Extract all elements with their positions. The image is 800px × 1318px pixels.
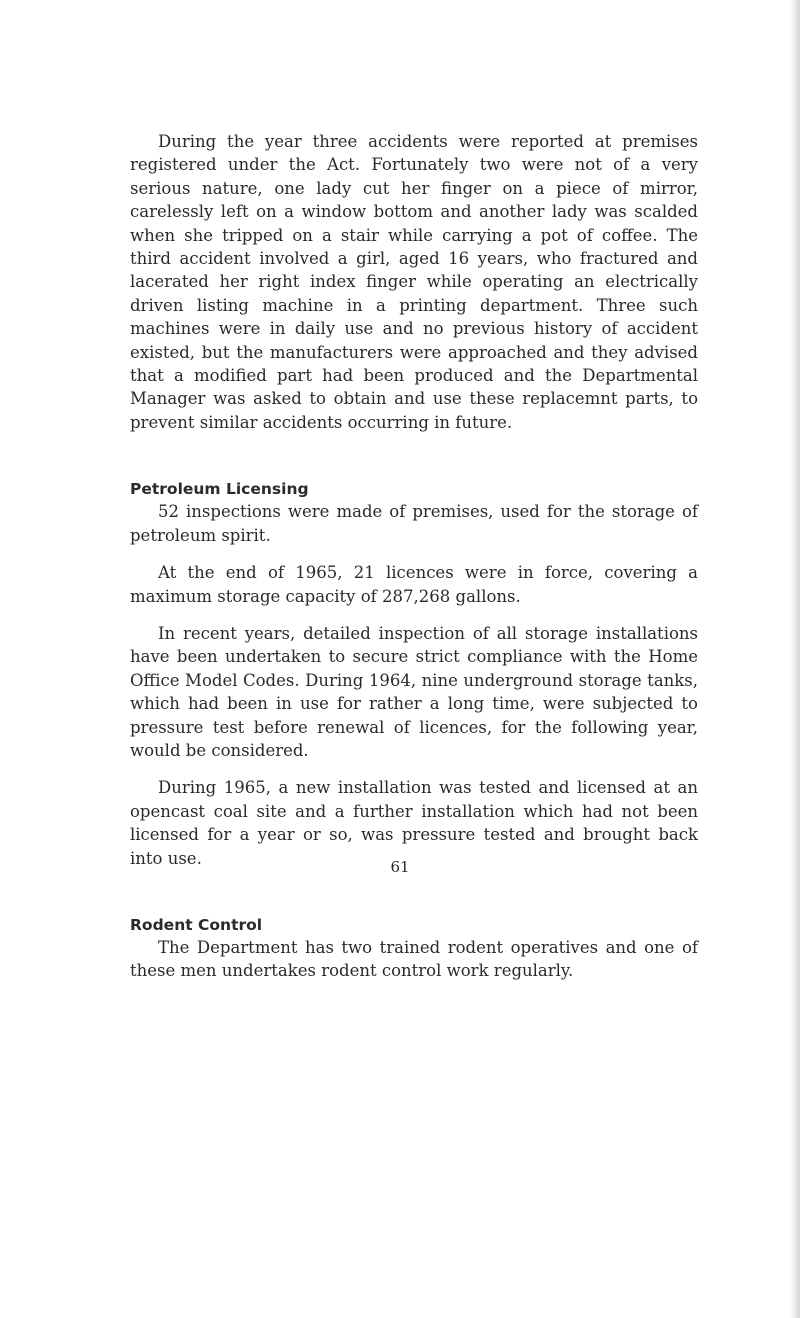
paragraph-petroleum-licences: At the end of 1965, 21 licences were in force, covering a maximum storage capacity of 287,268 gallons. — [130, 563, 698, 606]
section-petroleum-licensing — [130, 478, 698, 870]
section-rodent-control — [130, 914, 698, 983]
paragraph-petroleum-storage-tests: In recent years, detailed inspection of all storage installations have been undertaken to secure strict compliance with the Home Office Model Codes. During 1964, nine underground storage tanks, which had been in use for rather a long time, were subjected to pressure test before renewal of licences, for the following year, would be considered. — [130, 623, 698, 760]
paragraph-rodent-control: The Department has two trained rodent operatives and one of these men undertakes rodent control work regularly. — [130, 937, 698, 981]
page-number: 61 — [390, 858, 410, 876]
heading-rodent-control: Rodent Control — [130, 915, 263, 934]
section-accidents — [130, 130, 698, 434]
document-page — [130, 130, 698, 983]
paragraph-petroleum-new-installation: During 1965, a new installation was tested and licensed at an opencast coal site and a further installation which had not been licensed for a year or so, was pressure tested and brought back into use. — [130, 778, 698, 868]
paragraph-accidents: During the year three accidents were reported at premises registered under the Act. Fortunately two were not of a very serious nature, one lady cut her finger on a piece of mirror, carelessly left on a window bottom and another lady was scalded when she tripped on a stair while carrying a pot of coffee. The third accident involved a girl, aged 16 years, who fractured and lacerated her right index finger while operating an electrically driven listing machine in a printing department. Three such machines were in daily use and no previous history of accident existed, but the manufacturers were approached and they advised that a modified part had been produced and the Departmental Manager was asked to obtain and use these replacemnt parts, to prevent similar accidents occurring in future. — [130, 132, 698, 432]
page-edge-shadow — [790, 0, 800, 1318]
heading-petroleum-licensing: Petroleum Licensing — [130, 480, 309, 499]
paragraph-petroleum-inspections: 52 inspections were made of premises, used for the storage of petroleum spirit. — [130, 502, 698, 545]
